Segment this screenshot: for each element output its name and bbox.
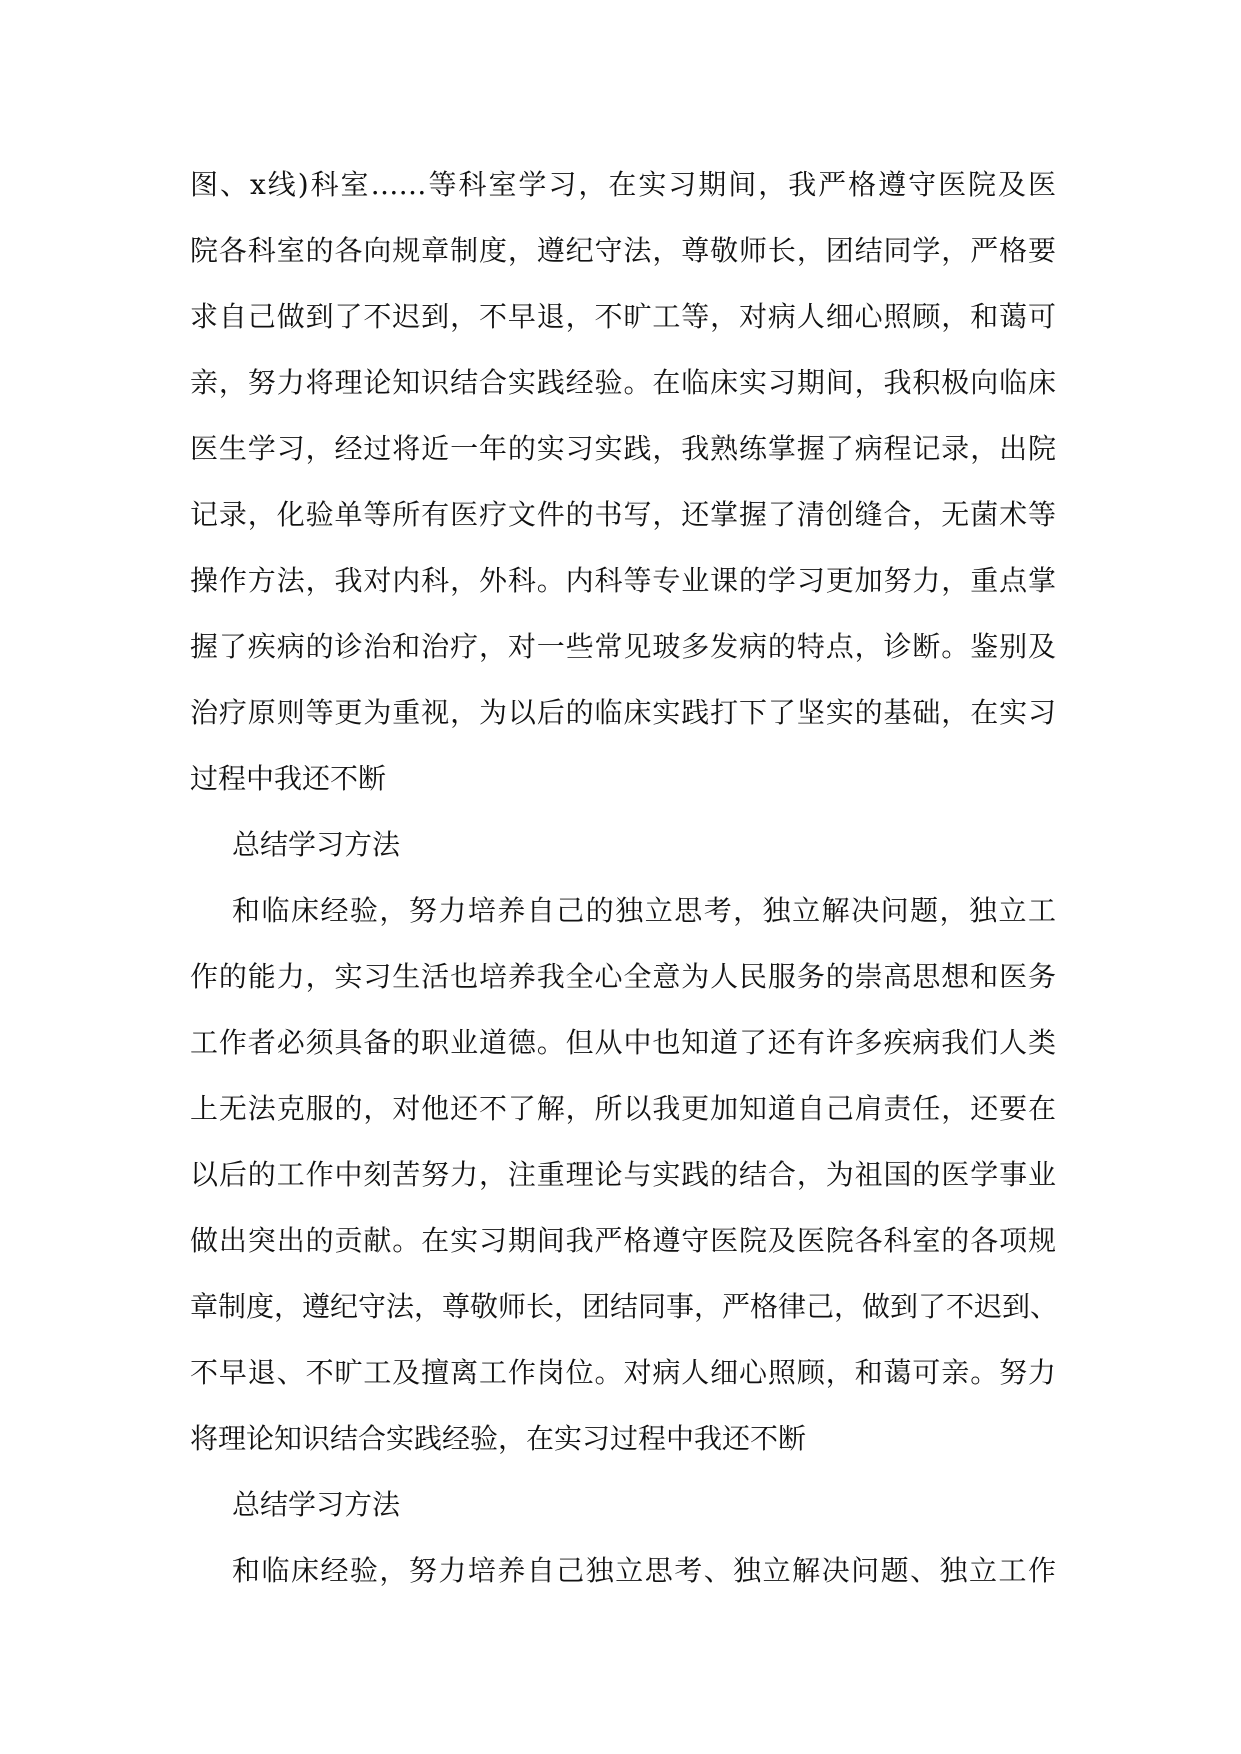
text-line: 作的能力，实习生活也培养我全心全意为人民服务的崇高思想和医务 [190,960,1056,993]
text-line: 记录，化验单等所有医疗文件的书写，还掌握了清创缝合，无菌术等 [190,498,1056,531]
text-line: 过程中我还不断 [190,762,387,795]
text-line: 和临床经验，努力培养自己的独立思考，独立解决问题，独立工 [232,894,1056,927]
text-line: 将理论知识结合实践经验，在实习过程中我还不断 [190,1422,807,1455]
text-line: 章制度，遵纪守法，尊敬师长，团结同事，严格律己，做到了不迟到、 [190,1290,1059,1323]
text-line: 求自己做到了不迟到，不早退，不旷工等，对病人细心照顾，和蔼可 [190,300,1056,333]
text-line: 和临床经验，努力培养自己独立思考、独立解决问题、独立工作 [232,1554,1056,1587]
text-line: 总结学习方法 [232,1488,401,1521]
text-line: 总结学习方法 [232,828,401,861]
text-line: 院各科室的各向规章制度，遵纪守法，尊敬师长，团结同学，严格要 [190,234,1056,267]
text-line: 亲，努力将理论知识结合实践经验。在临床实习期间，我积极向临床 [190,366,1056,399]
text-line: 上无法克服的，对他还不了解，所以我更加知道自己肩责任，还要在 [190,1092,1056,1125]
text-line: 治疗原则等更为重视，为以后的临床实践打下了坚实的基础，在实习 [190,696,1056,729]
text-line: 工作者必须具备的职业道德。但从中也知道了还有许多疾病我们人类 [190,1026,1056,1059]
text-line: 以后的工作中刻苦努力，注重理论与实践的结合，为祖国的医学事业 [190,1158,1056,1191]
text-line: 操作方法，我对内科，外科。内科等专业课的学习更加努力，重点掌 [190,564,1056,597]
text-line: 做出突出的贡献。在实习期间我严格遵守医院及医院各科室的各项规 [190,1224,1056,1257]
document-body [190,160,1059,1612]
text-line: 不早退、不旷工及擅离工作岗位。对病人细心照顾，和蔼可亲。努力 [190,1356,1056,1389]
text-line: 图、x线)科室……等科室学习，在实习期间，我严格遵守医院及医 [190,168,1056,201]
text-line: 医生学习，经过将近一年的实习实践，我熟练掌握了病程记录，出院 [190,432,1056,465]
text-line: 握了疾病的诊治和治疗，对一些常见玻多发病的特点，诊断。鉴别及 [190,630,1056,663]
